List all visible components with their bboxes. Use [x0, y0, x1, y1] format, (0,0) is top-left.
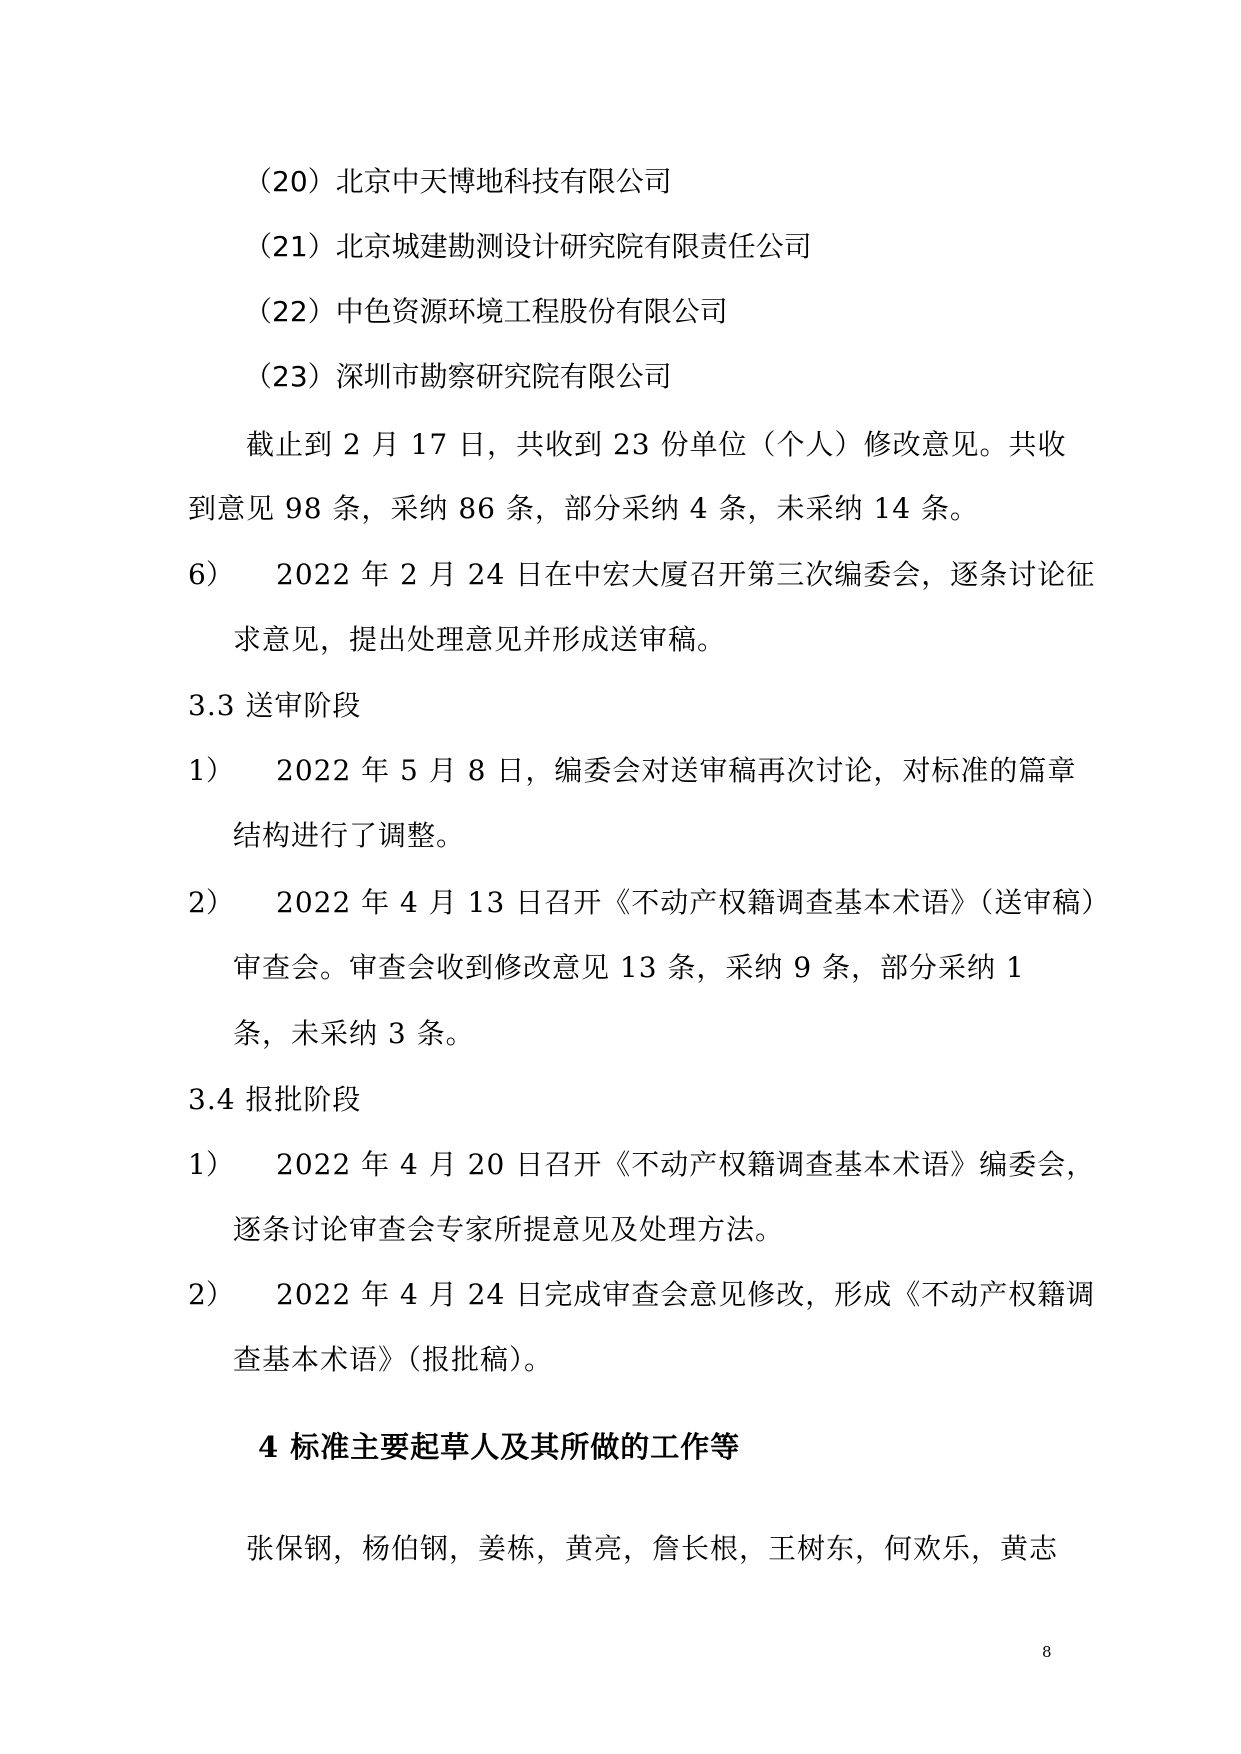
section-3-4-item-2-line-1: 2022 年 4 月 24 日完成审查会意见修改，形成《不动产权籍调 — [276, 1278, 1096, 1311]
org-list-item-20: （20）北京中天博地科技有限公司 — [244, 165, 672, 198]
section-3-3-item-1-line-1: 2022 年 5 月 8 日，编委会对送审稿再次讨论，对标准的篇章 — [276, 754, 1077, 787]
section-3-3-item-2-line-1: 2022 年 4 月 13 日召开《不动产权籍调查基本术语》（送审稿） — [276, 886, 1111, 919]
item-6-number: 6） — [188, 558, 234, 591]
section-3-4-item-1-line-1: 2022 年 4 月 20 日召开《不动产权籍调查基本术语》编委会， — [276, 1148, 1096, 1181]
summary-line-1: 截止到 2 月 17 日，共收到 23 份单位（个人）修改意见。共收 — [246, 428, 1067, 461]
section-4-heading: 4 标准主要起草人及其所做的工作等 — [258, 1430, 741, 1464]
section-3-4-item-2-line-2: 查基本术语》（报批稿）。 — [233, 1343, 554, 1376]
org-list-item-21: （21）北京城建勘测设计研究院有限责任公司 — [244, 230, 812, 263]
section-3-3-item-1-line-2: 结构进行了调整。 — [233, 819, 466, 852]
section-3-4-item-1-number: 1） — [188, 1148, 234, 1181]
section-3-4-title: 3.4 报批阶段 — [188, 1083, 362, 1116]
section-4-body: 张保钢，杨伯钢，姜栋，黄亮，詹长根，王树东，何欢乐，黄志 — [246, 1532, 1059, 1565]
section-3-3-item-1-number: 1） — [188, 754, 234, 787]
org-list-item-22: （22）中色资源环境工程股份有限公司 — [244, 295, 728, 328]
page-number: 8 — [1042, 1643, 1052, 1661]
section-3-4-item-1-line-2: 逐条讨论审查会专家所提意见及处理方法。 — [233, 1213, 785, 1246]
section-3-3-item-2-line-3: 条，未采纳 3 条。 — [233, 1017, 475, 1050]
section-3-3-item-2-line-2: 审查会。审查会收到修改意见 13 条，采纳 9 条，部分采纳 1 — [233, 951, 1025, 984]
section-3-3-title: 3.3 送审阶段 — [188, 689, 362, 722]
section-3-3-item-2-number: 2） — [188, 886, 234, 919]
item-6-line-1: 2022 年 2 月 24 日在中宏大厦召开第三次编委会，逐条讨论征 — [276, 558, 1096, 591]
org-list-item-23: （23）深圳市勘察研究院有限公司 — [244, 360, 672, 393]
section-3-4-item-2-number: 2） — [188, 1278, 234, 1311]
item-6-line-2: 求意见，提出处理意见并形成送审稿。 — [233, 623, 727, 656]
summary-line-2: 到意见 98 条，采纳 86 条，部分采纳 4 条，未采纳 14 条。 — [188, 492, 979, 525]
